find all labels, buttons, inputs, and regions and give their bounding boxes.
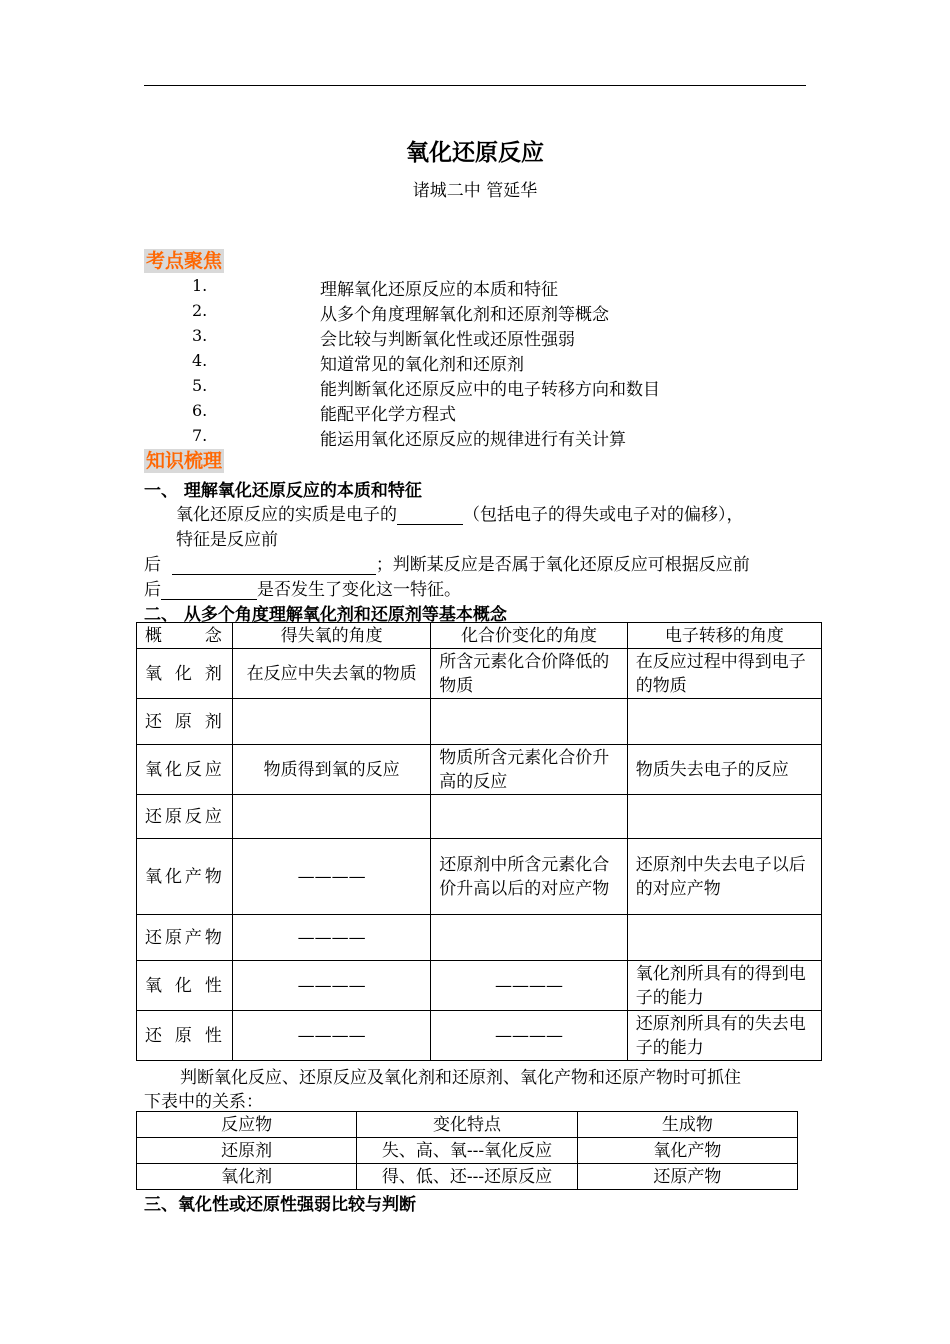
objective-text: 从多个角度理解氧化剂和还原剂等概念 (320, 305, 609, 325)
header-rule (144, 85, 806, 86)
section-1-heading: 一、 理解氧化还原反应的本质和特征 (144, 481, 422, 501)
table-row (137, 795, 822, 839)
table-header-cell: 概 念 (137, 623, 233, 649)
document-author: 诸城二中 管延华 (412, 181, 538, 201)
objective-text: 会比较与判断氧化性或还原性强弱 (320, 330, 575, 350)
table-header-cell: 生成物 (577, 1112, 797, 1138)
s1-line-3-text-b: ；判断某反应是否属于氧化还原反应可根据反应前 (375, 555, 750, 575)
table-row (137, 1011, 822, 1061)
table-cell[interactable] (431, 795, 627, 839)
table-cell: 还原剂中所含元素化合价升高以后的对应产物 (431, 839, 627, 915)
s1-line-4-text-b: 是否发生了变化这一特征。 (257, 580, 461, 600)
table-header-cell: 反应物 (137, 1112, 357, 1138)
s1-line-1 (176, 500, 744, 525)
table-row (137, 839, 822, 915)
table-cell: 还原产物 (137, 915, 233, 961)
table-cell: 还原剂中失去电子以后的对应产物 (627, 839, 821, 915)
objective-text: 知道常见的氧化剂和还原剂 (320, 355, 524, 375)
s1-line-4 (144, 575, 461, 600)
fill-in-blank[interactable] (397, 506, 463, 525)
knowledge-section-tag: 知识梳理 (146, 450, 223, 472)
table-cell: 还原剂所具有的失去电子的能力 (627, 1011, 821, 1061)
table-cell: 物质失去电子的反应 (627, 745, 821, 795)
table-cell: 还 原 性 (137, 1011, 233, 1061)
table-cell: 失、高、氧---氧化反应 (357, 1138, 577, 1164)
table-header-cell: 得失氧的角度 (232, 623, 430, 649)
s1-line-1-text-a: 氧化还原反应的实质是电子的 (176, 505, 397, 525)
table-cell: 在反应过程中得到电子的物质 (627, 649, 821, 699)
table-cell: ———— (431, 961, 627, 1011)
objective-text: 能判断氧化还原反应中的电子转移方向和数目 (320, 380, 660, 400)
table-cell: 还 原 剂 (137, 699, 233, 745)
section-3-heading: 三、氧化性或还原性强弱比较与判断 (144, 1195, 416, 1215)
s1-line-2: 特征是反应前 (176, 530, 278, 550)
table-cell: 氧 化 剂 (137, 649, 233, 699)
s1-line-1-text-b: （包括电子的得失或电子对的偏移）， (463, 505, 744, 525)
table-cell[interactable] (431, 915, 627, 961)
table-cell: 物质得到氧的反应 (232, 745, 430, 795)
table-cell: ———— (232, 915, 430, 961)
table-cell: 氧化产物 (137, 839, 233, 915)
objective-number: 4. (192, 351, 208, 370)
objective-number: 2. (192, 301, 208, 320)
objective-number: 1. (192, 276, 208, 295)
table-row (137, 915, 822, 961)
table-cell: ———— (431, 1011, 627, 1061)
s1-line-3 (144, 550, 750, 575)
objective-text: 能运用氧化还原反应的规律进行有关计算 (320, 430, 626, 450)
objective-text: 理解氧化还原反应的本质和特征 (320, 280, 558, 300)
table-cell: 氧化剂 (137, 1164, 357, 1190)
table-cell: ———— (232, 1011, 430, 1061)
objective-text: 能配平化学方程式 (320, 405, 456, 425)
relationship-table (136, 1111, 798, 1190)
focus-section-tag: 考点聚焦 (146, 250, 223, 272)
table-row (137, 745, 822, 795)
table-row (137, 1138, 798, 1164)
objective-number: 5. (192, 376, 208, 395)
table-cell: 物质所含元素化合价升高的反应 (431, 745, 627, 795)
table-cell[interactable] (232, 699, 430, 745)
table-cell[interactable] (627, 795, 821, 839)
table-cell: ———— (232, 961, 430, 1011)
s1-line-4-text-a: 后 (144, 580, 161, 600)
table-cell[interactable] (232, 795, 430, 839)
table-header-row (137, 1112, 798, 1138)
table-cell: 还原剂 (137, 1138, 357, 1164)
objective-number: 7. (192, 426, 208, 445)
table-cell: 在反应中失去氧的物质 (232, 649, 430, 699)
fill-in-blank[interactable] (172, 556, 376, 575)
s1-line-3-text-a: 后 (144, 555, 161, 575)
table-cell: ———— (232, 839, 430, 915)
table-header-row (137, 623, 822, 649)
table-cell[interactable] (627, 699, 821, 745)
table-cell[interactable] (431, 699, 627, 745)
fill-in-blank[interactable] (161, 581, 257, 600)
note-line-2: 下表中的关系： (144, 1092, 263, 1112)
table-header-cell: 电子转移的角度 (627, 623, 821, 649)
table-header-cell: 变化特点 (357, 1112, 577, 1138)
table-cell: 氧 化 性 (137, 961, 233, 1011)
objective-number: 6. (192, 401, 208, 420)
table-cell: 还原产物 (577, 1164, 797, 1190)
document-title: 氧化还原反应 (406, 140, 544, 166)
table-header-cell: 化合价变化的角度 (431, 623, 627, 649)
table-cell: 得、低、还---还原反应 (357, 1164, 577, 1190)
table-row (137, 649, 822, 699)
section-2-heading: 二、 从多个角度理解氧化剂和还原剂等基本概念 (144, 605, 507, 625)
objective-number: 3. (192, 326, 208, 345)
table-cell[interactable] (627, 915, 821, 961)
note-line-1: 判断氧化反应、还原反应及氧化剂和还原剂、氧化产物和还原产物时可抓住 (180, 1068, 741, 1088)
table-cell: 所含元素化合价降低的物质 (431, 649, 627, 699)
table-cell: 还原反应 (137, 795, 233, 839)
table-cell: 氧化剂所具有的得到电子的能力 (627, 961, 821, 1011)
table-row (137, 1164, 798, 1190)
table-cell: 氧化反应 (137, 745, 233, 795)
table-cell: 氧化产物 (577, 1138, 797, 1164)
concept-table (136, 622, 822, 1061)
table-row (137, 961, 822, 1011)
table-row (137, 699, 822, 745)
